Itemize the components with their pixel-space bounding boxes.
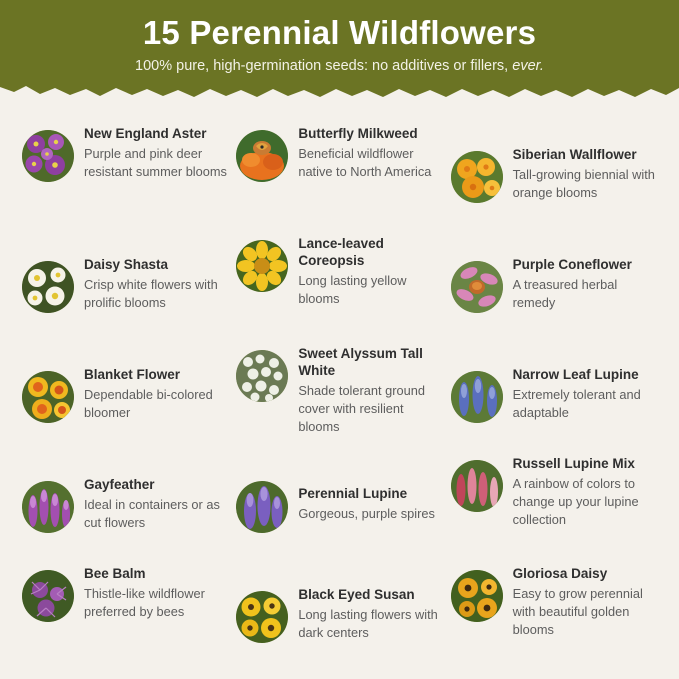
flower-name: Blanket Flower [84,367,181,383]
flower-name: Gayfeather [84,477,155,493]
flower-card[interactable] [22,120,232,230]
alyssum-photo-icon [236,350,288,402]
flower-description: Gorgeous, purple spires [298,506,435,522]
flower-name: Daisy Shasta [84,257,169,273]
page-title: 15 Perennial Wildflowers [142,14,537,51]
flower-card[interactable] [22,230,232,340]
flower-info [84,566,232,621]
flower-info [298,236,446,308]
flower-name: New England Aster [84,126,207,141]
milkweed-photo-icon [236,130,288,182]
shasta-daisy-photo-icon [22,261,74,313]
flower-info [84,257,232,312]
flower-card[interactable] [451,450,661,560]
flower-card[interactable] [451,340,661,450]
flower-card[interactable] [236,450,446,560]
flower-description: Long lasting flowers with dark centers [298,607,438,641]
flower-card[interactable] [236,560,446,670]
flower-info [513,456,661,529]
flower-name: Russell Lupine Mix [512,456,635,471]
coreopsis-photo-icon [236,240,288,292]
flower-description: Purple and pink deer resistant summer blooms [84,145,227,180]
gloriosa-daisy-photo-icon [451,570,503,622]
flower-description: Crisp white flowers with prolific blooms [84,277,218,311]
black-eyed-susan-photo-icon [236,591,288,643]
flower-name: Perennial Lupine [298,486,408,502]
flower-name: Lance-leaved Coreopsis [298,236,384,268]
subtitle-emphasis-text: ever. [512,57,544,74]
flower-info [513,566,661,639]
flower-name: Black Eyed Susan [298,587,415,603]
perennial-lupine-photo-icon [236,481,288,533]
flower-name: Gloriosa Daisy [512,566,608,581]
flower-name: Sweet Alyssum Tall White [298,346,423,378]
flower-card[interactable] [236,230,446,340]
flower-info [513,147,661,202]
coneflower-photo-icon [451,261,503,313]
flower-card[interactable] [451,120,661,230]
flower-description: Easy to grow perennial with beautiful golden blooms [512,585,643,638]
flower-card[interactable] [236,120,446,230]
flower-info [298,126,446,181]
subtitle-main-text: 100% pure, high-germination seeds: no additives or fillers, [135,57,509,74]
flower-name: Siberian Wallflower [512,147,637,163]
flower-grid [0,112,679,679]
flower-info [298,346,446,436]
flower-card[interactable] [451,560,661,670]
blanket-flower-photo-icon [22,371,74,423]
torn-paper-edge-icon [0,83,679,101]
narrow-lupine-photo-icon [451,371,503,423]
flower-info [513,367,661,422]
flower-card[interactable] [22,560,232,670]
flower-description: Shade tolerant ground cover with resilient blooms [298,382,425,435]
flower-info [84,477,232,532]
flower-description: Beneficial wildflower native to North America [298,145,432,180]
flower-name: Narrow Leaf Lupine [512,367,639,383]
russell-lupine-photo-icon [451,460,503,512]
flower-name: Purple Coneflower [512,257,632,273]
flower-description: A treasured herbal remedy [512,277,618,311]
flower-info [84,126,232,181]
header-banner [0,0,679,100]
flower-description: Ideal in containers or as cut flowers [84,497,220,531]
flower-description: Extremely tolerant and adaptable [512,387,641,421]
flower-description: A rainbow of colors to change up your lupine collection [512,475,639,528]
page-subtitle [20,58,659,74]
flower-card[interactable] [236,340,446,450]
aster-photo-icon [22,130,74,182]
flower-info [298,587,446,642]
flower-info [513,257,661,312]
bee-balm-photo-icon [22,570,74,622]
flower-info [84,367,232,422]
flower-card[interactable] [451,230,661,340]
flower-name: Bee Balm [84,566,146,581]
flower-name: Butterfly Milkweed [298,126,418,141]
flower-card[interactable] [22,340,232,450]
wallflower-photo-icon [451,151,503,203]
flower-card[interactable] [22,450,232,560]
flower-description: Thistle-like wildflower preferred by bees [84,585,205,620]
flower-description: Dependable bi-colored bloomer [84,387,213,421]
flower-info [298,486,435,523]
flower-description: Tall-growing biennial with orange blooms [512,167,655,201]
flower-description: Long lasting yellow blooms [298,272,407,306]
gayfeather-photo-icon [22,481,74,533]
